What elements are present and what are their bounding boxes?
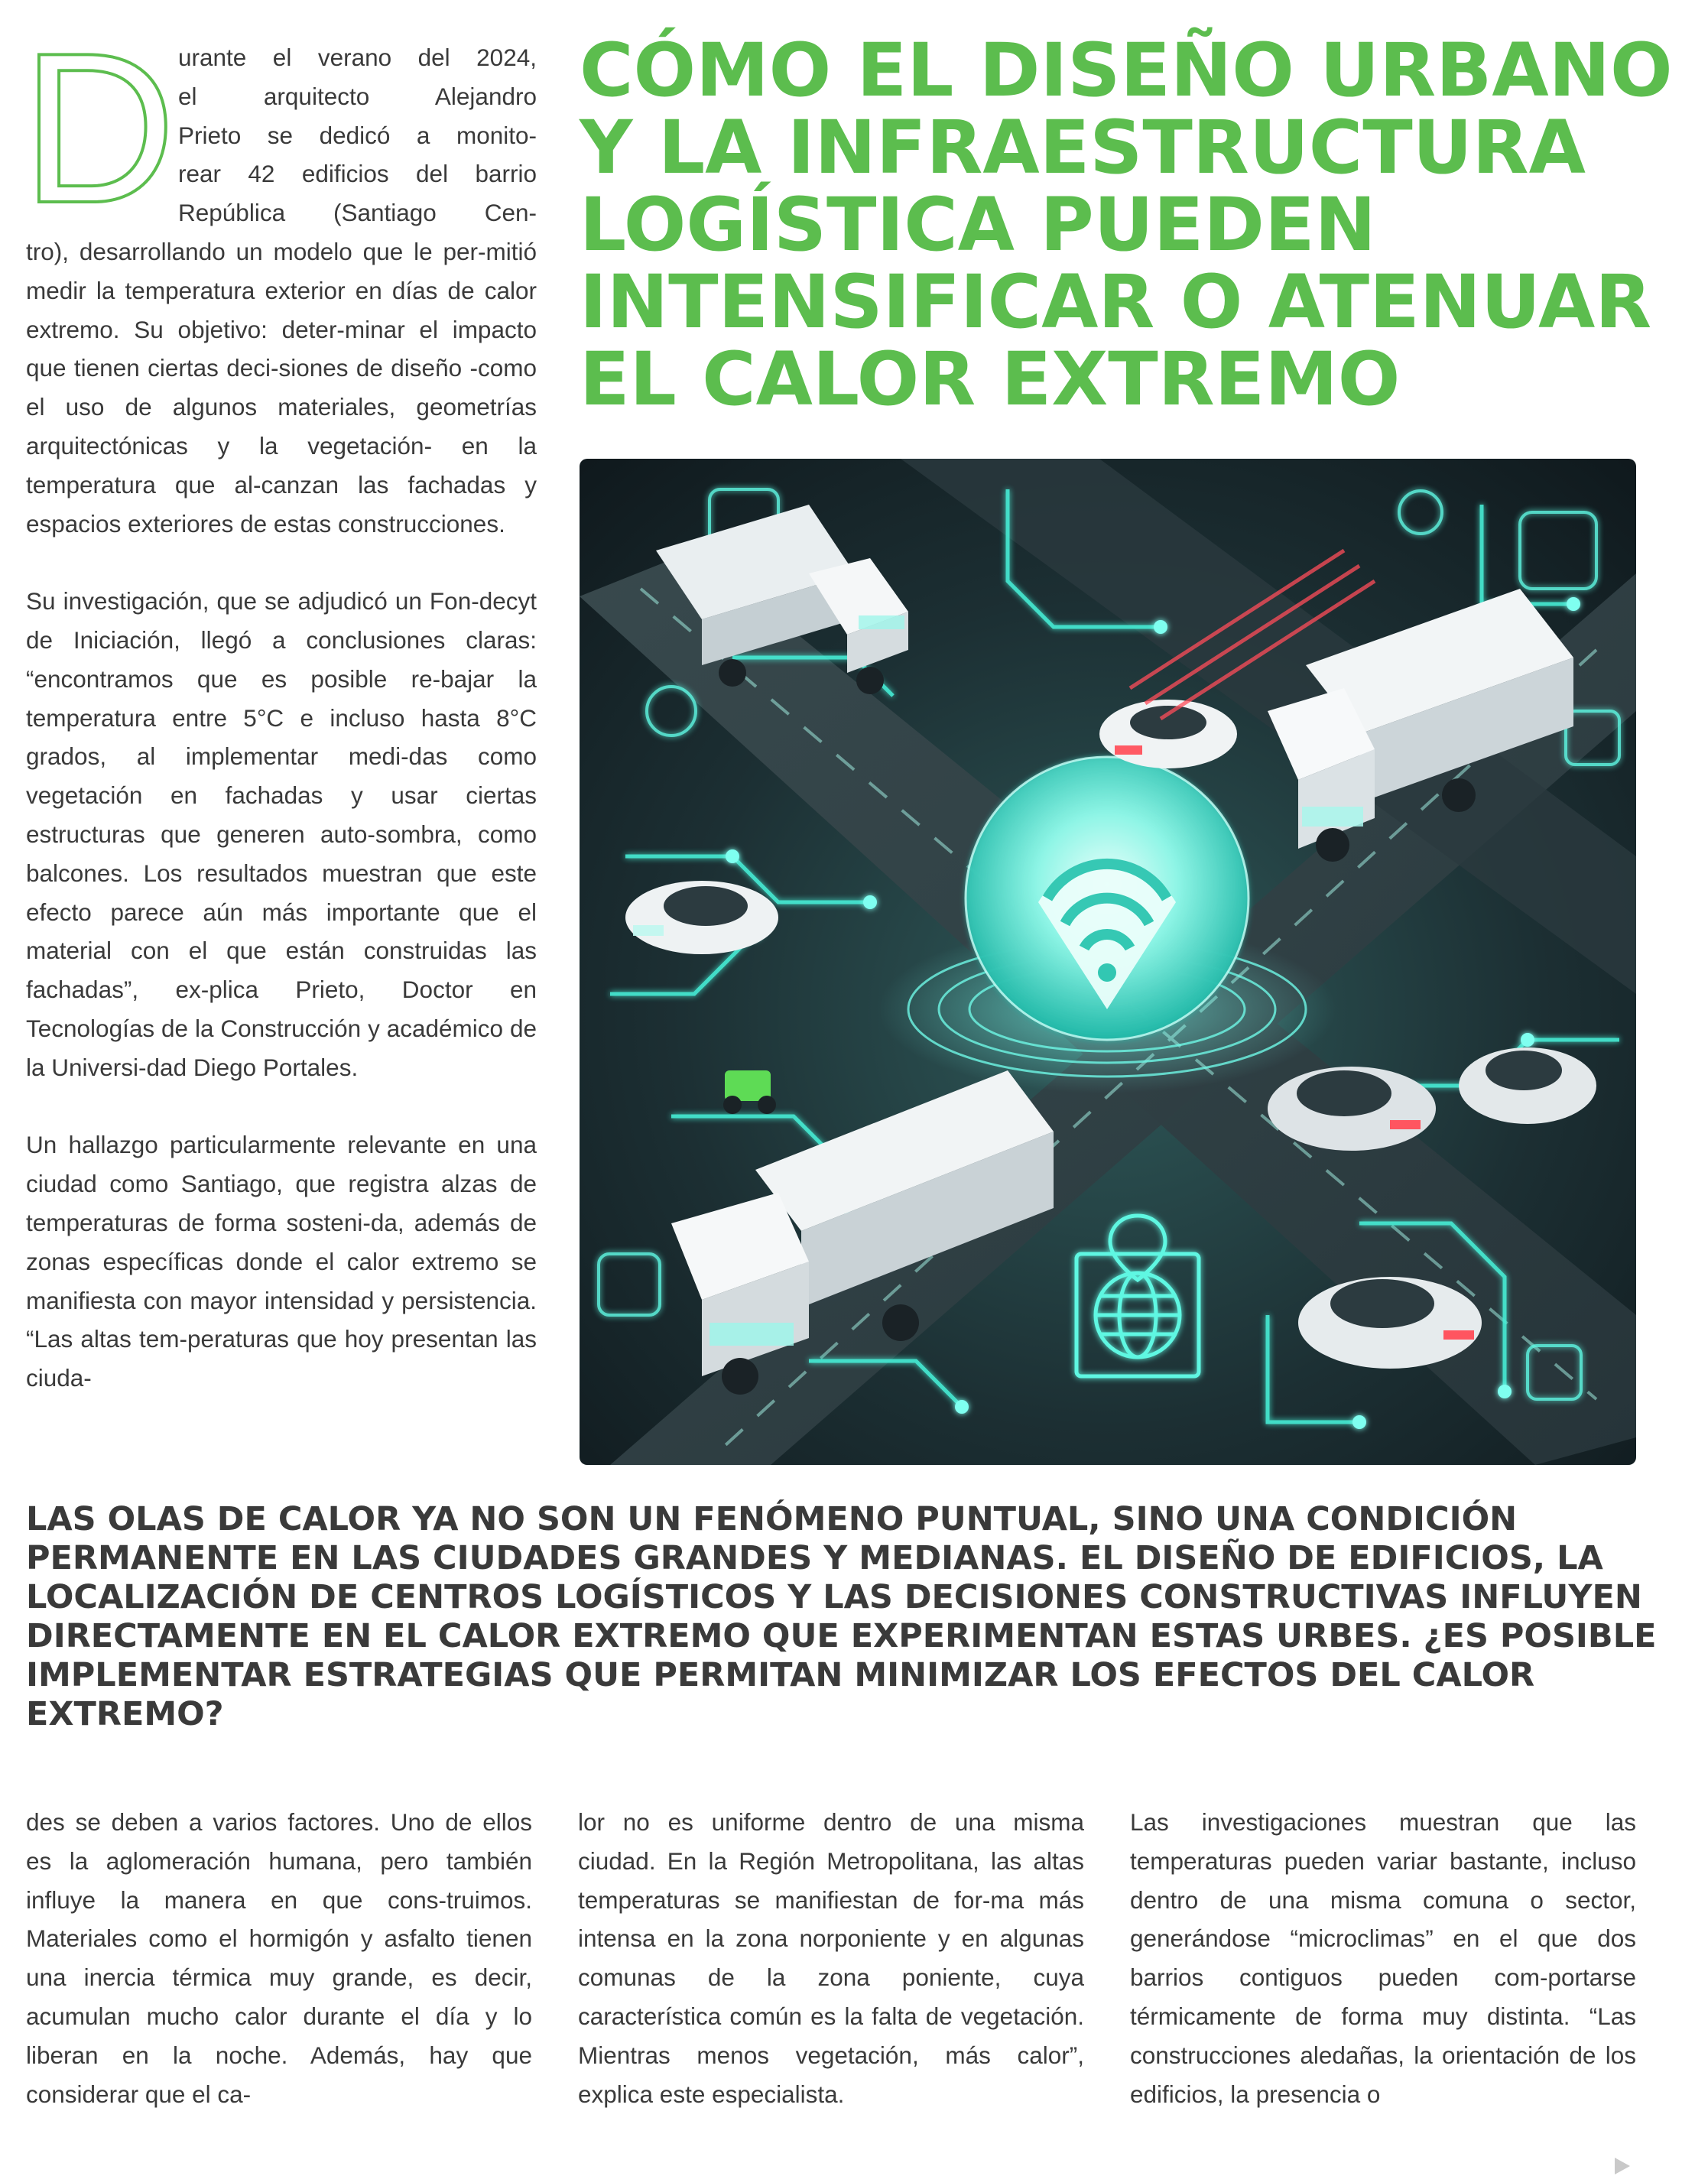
intro-line-1: urante el verano del 2024, (178, 44, 537, 71)
body-paragraph-1: tro), desarrollando un modelo que le per-mitió medir la temperatura exterior en días de calor extremo. Su objetivo: deter-minar el impacto que tienen ciertas deci-siones de diseño -como el uso de algunos materiales, geometrías arquitectónicas y la vegetación- en la temperatura que al-canzan las fachadas y espacios exteriores de estas construcciones. (26, 237, 537, 538)
intro-line-2: el arquitecto Alejandro (178, 82, 537, 110)
body-paragraph-3: Un hallazgo particularmente relevante en una ciudad como Santiago, que registra alzas de temperaturas de forma sosteni-da, además de zonas específicas donde el calor extremo se manifiesta con mayor intensidad y persistencia. “Las altas tem-peraturas que hoy presentan las ciuda- (26, 1131, 537, 1392)
headline-line-2: Y LA INFRAESTRUCTURA (580, 105, 1586, 190)
headline-line-1: CÓMO EL DISEÑO URBANO (580, 28, 1673, 113)
bottom-column-3: Las investigaciones muestran que las temperaturas pueden variar bastante, incluso dentro de una misma comuna o sector, generándose “microclimas” en el que dos barrios contiguos pueden com-portarse térmicamente de forma muy distinta. “Las construcciones aledañas, la orientación de los edificios, la presencia o (1130, 1808, 1636, 2108)
hero-illustration (580, 459, 1636, 1465)
triangle-right-icon[interactable] (1615, 2158, 1630, 2174)
intro-line-4: rear 42 edificios del barrio (178, 160, 537, 188)
bottom-column-2: lor no es uniforme dentro de una misma ciudad. En la Región Metropolitana, las altas temperaturas se manifiestan de for-ma más intensa en la zona norponiente y en algunas comunas de la zona poniente, cuya característica común es la falta de vegetación. Mientras menos vegetación, más calor”, explica este especialista. (578, 1808, 1084, 2108)
headline-line-4: INTENSIFICAR O ATENUAR (580, 259, 1652, 345)
intro-line-3: Prieto se dedicó a monito- (178, 121, 537, 149)
headline-line-5: EL CALOR EXTREMO (580, 336, 1401, 422)
body-paragraph-2: Su investigación, que se adjudicó un Fon-decyt de Iniciación, llegó a conclusiones claras: “encontramos que es posible re-bajar la temperatura entre 5°C e incluso hasta 8°C grados, al implementar medi-das como vegetación en fachadas y usar ciertas estructuras que generen auto-sombra, como balcones. Los resultados muestran que este efecto parece aún más importante que el material con el que están construidas las fachadas”, ex-plica Prieto, Doctor en Tecnologías de la Construcción y académico de la Universi-dad Diego Portales. (26, 587, 537, 1081)
left-column (21, 9, 537, 1398)
article-headline (580, 28, 1680, 422)
intro-line-5: República (Santiago Cen- (178, 199, 537, 227)
article-lead: LAS OLAS DE CALOR YA NO SON UN FENÓMENO PUNTUAL, SINO UNA CONDICIÓN PERMANENTE EN LAS CIUDADES GRANDES Y MEDIANAS. EL DISEÑO DE EDIFICIOS, LA LOCALIZACIÓN DE CENTROS LOGÍSTICOS Y LAS DECISIONES CONSTRUCTIVAS INFLUYEN DIRECTAMENTE EN EL CALOR EXTREMO QUE EXPERIMENTAN ESTAS URBES. ¿ES POSIBLE IMPLEMENTAR ESTRATEGIAS QUE PERMITAN MINIMIZAR LOS EFECTOS DEL CALOR EXTREMO? (26, 1500, 1657, 1733)
headline-line-3: LOGÍSTICA PUEDEN (580, 182, 1376, 268)
bottom-column-1: des se deben a varios factores. Uno de ellos es la aglomeración humana, pero también influye la manera en que cons-truimos. Materiales como el hormigón y asfalto tienen una inercia térmica muy grande, es decir, acumulan mucho calor durante el día y lo liberan en la noche. Además, hay que considerar que el ca- (26, 1808, 532, 2108)
drop-cap: D (21, 9, 177, 248)
